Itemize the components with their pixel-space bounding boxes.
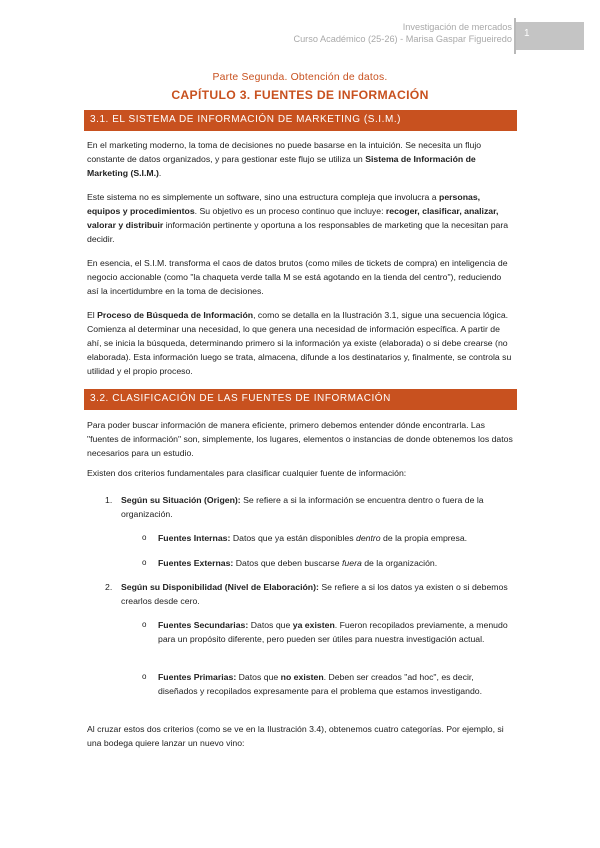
bullet-icon: o [142,558,147,567]
list-item: Según su Disponibilidad (Nivel de Elaboración): Se refiere a si los datos ya existen o si debemos crearlos desde cero. [121,582,508,606]
header-course-title: Investigación de mercados [402,22,512,32]
sub-list-item: Fuentes Secundarias: Datos que ya existen. Fueron recopilados previamente, a menudo para un propósito diferente, pero pueden ser útiles para nuestra investigación actual. [158,620,508,644]
paragraph: En el marketing moderno, la toma de decisiones no puede basarse en la intuición. Se necesita un flujo constante de datos organizados, y para gestionar este flujo se utiliza un Sistema de Información de Marketing (S.I.M.). [87,140,482,178]
sub-list-item: Fuentes Externas: Datos que deben buscarse fuera de la organización. [158,558,438,568]
part-title: Parte Segunda. Obtención de datos. [212,72,388,83]
section-heading: 3.1. EL SISTEMA DE INFORMACIÓN DE MARKETING (S.I.M.) [90,114,402,125]
list-number: 2. [105,582,113,592]
paragraph: Al cruzar estos dos criterios (como se ve en la Ilustración 3.4), obtenemos cuatro categorías. Por ejemplo, si una bodega quiere lanzar un nuevo vino: [87,724,504,748]
paragraph: Existen dos criterios fundamentales para clasificar cualquier fuente de información: [87,468,407,478]
paragraph: En esencia, el S.I.M. transforma el caos de datos brutos (como miles de tickets de compra) en inteligencia de negocio accionable (como "la chaqueta verde talla M se está agotando en la tienda del centro"), reduciendo así la incertidumbre en la toma de decisiones. [87,258,508,296]
bullet-icon: o [142,620,147,629]
section-heading-bar [84,110,517,131]
paragraph: Este sistema no es simplemente un software, sino una estructura compleja que involucra a personas, equipos y procedimientos. Su objetivo es un proceso continuo que incluye: recoger, clasificar, analizar, valorar y distribuir información pertinente y oportuna a los responsables de marketing que la necesitan para decidir. [87,192,509,244]
bullet-icon: o [142,533,147,542]
section-heading-bar [84,389,517,410]
paragraph: Para poder buscar información de manera eficiente, primero debemos entender dónde encontrarla. Las "fuentes de información" son, simplemente, los lugares, elementos o instancias de donde obtenemos los datos necesarios para un estudio. [87,420,513,458]
chapter-title: CAPÍTULO 3. FUENTES DE INFORMACIÓN [171,88,429,102]
list-item: Según su Situación (Origen): Se refiere a si la información se encuentra dentro o fuera de la organización. [121,495,484,519]
section-heading: 3.2. CLASIFICACIÓN DE LAS FUENTES DE INFORMACIÓN [90,393,391,404]
page-number: 1 [524,28,530,39]
list-number: 1. [105,495,113,505]
sub-list-item: Fuentes Primarias: Datos que no existen. Deben ser creados "ad hoc", es decir, diseñados y recopilados expresamente para el problema que estamos investigando. [158,672,483,696]
paragraph: El Proceso de Búsqueda de Información, como se detalla en la Ilustración 3.1, sigue una secuencia lógica. Comienza al determinar una necesidad, lo que genera una necesidad de información específica. A partir de ahí, se inicia la búsqueda, determinando primero si la información ya existe (elaborada) o si debe crearse (no elaborada). Esta información luego se trata, almacena, difunde a los destinatarios y, finalmente, se controla su utilidad y el propio proceso. [87,310,512,376]
sub-list-item: Fuentes Internas: Datos que ya están disponibles dentro de la propia empresa. [158,533,468,543]
header-course-info: Curso Académico (25-26) - Marisa Gaspar Figueiredo [293,34,512,44]
running-header [293,21,512,45]
bullet-icon: o [142,672,147,681]
